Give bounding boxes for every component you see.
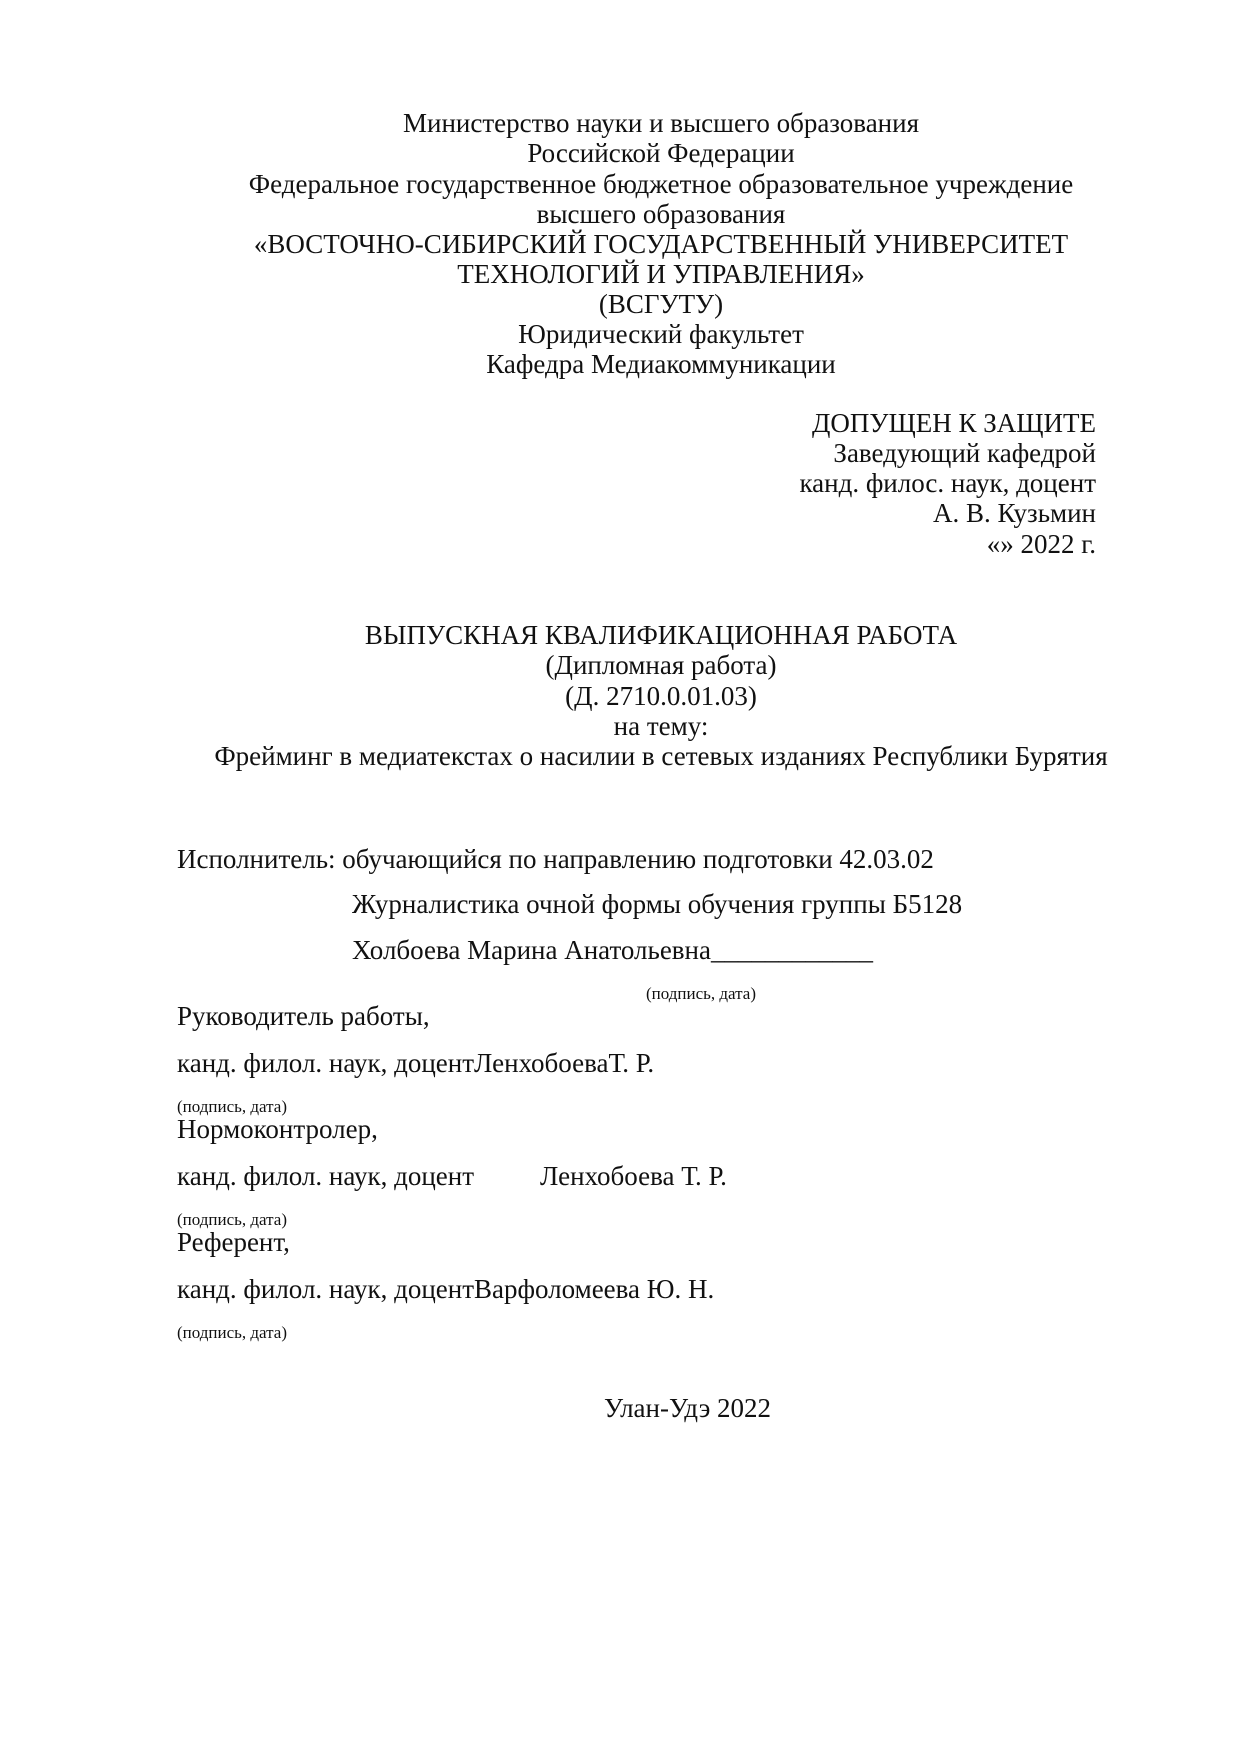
performer-line-1: Исполнитель: обучающийся по направлению подготовки 42.03.02 (177, 844, 934, 874)
supervisor-details: канд. филол. наук, доцентЛенхобоеваТ. Р. (177, 1048, 655, 1078)
approval-name: А. В. Кузьмин (933, 498, 1096, 528)
approval-date: «» 2022 г. (986, 529, 1096, 559)
normcontrol-name: Ленхобоева Т. Р. (540, 1161, 727, 1191)
performer-name: Холбоева Марина Анатольевна____________ (352, 935, 873, 965)
performer-sign-note: (подпись, дата) (646, 984, 757, 1003)
performer-line-2: Журналистика очной формы обучения группы Б5128 (352, 889, 963, 919)
normcontrol-sign-note: (подпись, дата) (177, 1210, 288, 1229)
work-code: (Д. 2710.0.01.03) (565, 681, 757, 711)
work-subtype: (Дипломная работа) (545, 650, 777, 680)
institution-type-line: Федеральное государственное бюджетное образовательное учреждение (248, 169, 1074, 199)
department-line: Кафедра Медиакоммуникации (486, 349, 836, 379)
ministry-line: Министерство науки и высшего образования (402, 108, 920, 138)
approval-title: ДОПУЩЕН К ЗАЩИТЕ (811, 408, 1096, 438)
referee-details: канд. филол. наук, доцентВарфоломеева Ю. Н. (177, 1274, 715, 1304)
federation-line: Российской Федерации (527, 138, 795, 168)
work-type: ВЫПУСКНАЯ КВАЛИФИКАЦИОННАЯ РАБОТА (364, 620, 958, 650)
referee-sign-note: (подпись, дата) (177, 1323, 288, 1342)
faculty-line: Юридический факультет (518, 319, 804, 349)
normcontrol-degree: канд. филол. наук, доцент (177, 1161, 475, 1191)
topic-label: на тему: (613, 711, 709, 741)
approval-degree: канд. филос. наук, доцент (799, 468, 1096, 498)
supervisor-sign-note: (подпись, дата) (177, 1097, 288, 1116)
supervisor-label: Руководитель работы, (177, 1001, 430, 1031)
education-level-line: высшего образования (536, 199, 786, 229)
referee-label: Референт, (177, 1227, 290, 1257)
normcontrol-label: Нормоконтролер, (177, 1114, 378, 1144)
approval-role: Заведующий кафедрой (833, 438, 1096, 468)
university-name-line-1: «ВОСТОЧНО-СИБИРСКИЙ ГОСУДАРСТВЕННЫЙ УНИВЕРСИТЕТ (253, 229, 1069, 259)
university-name-line-2: ТЕХНОЛОГИЙ И УПРАВЛЕНИЯ» (457, 259, 865, 289)
work-topic: Фрейминг в медиатекстах о насилии в сетевых изданиях Республики Бурятия (214, 741, 1108, 771)
city-year: Улан-Удэ 2022 (604, 1393, 772, 1423)
university-abbreviation: (ВСГУТУ) (598, 289, 724, 319)
